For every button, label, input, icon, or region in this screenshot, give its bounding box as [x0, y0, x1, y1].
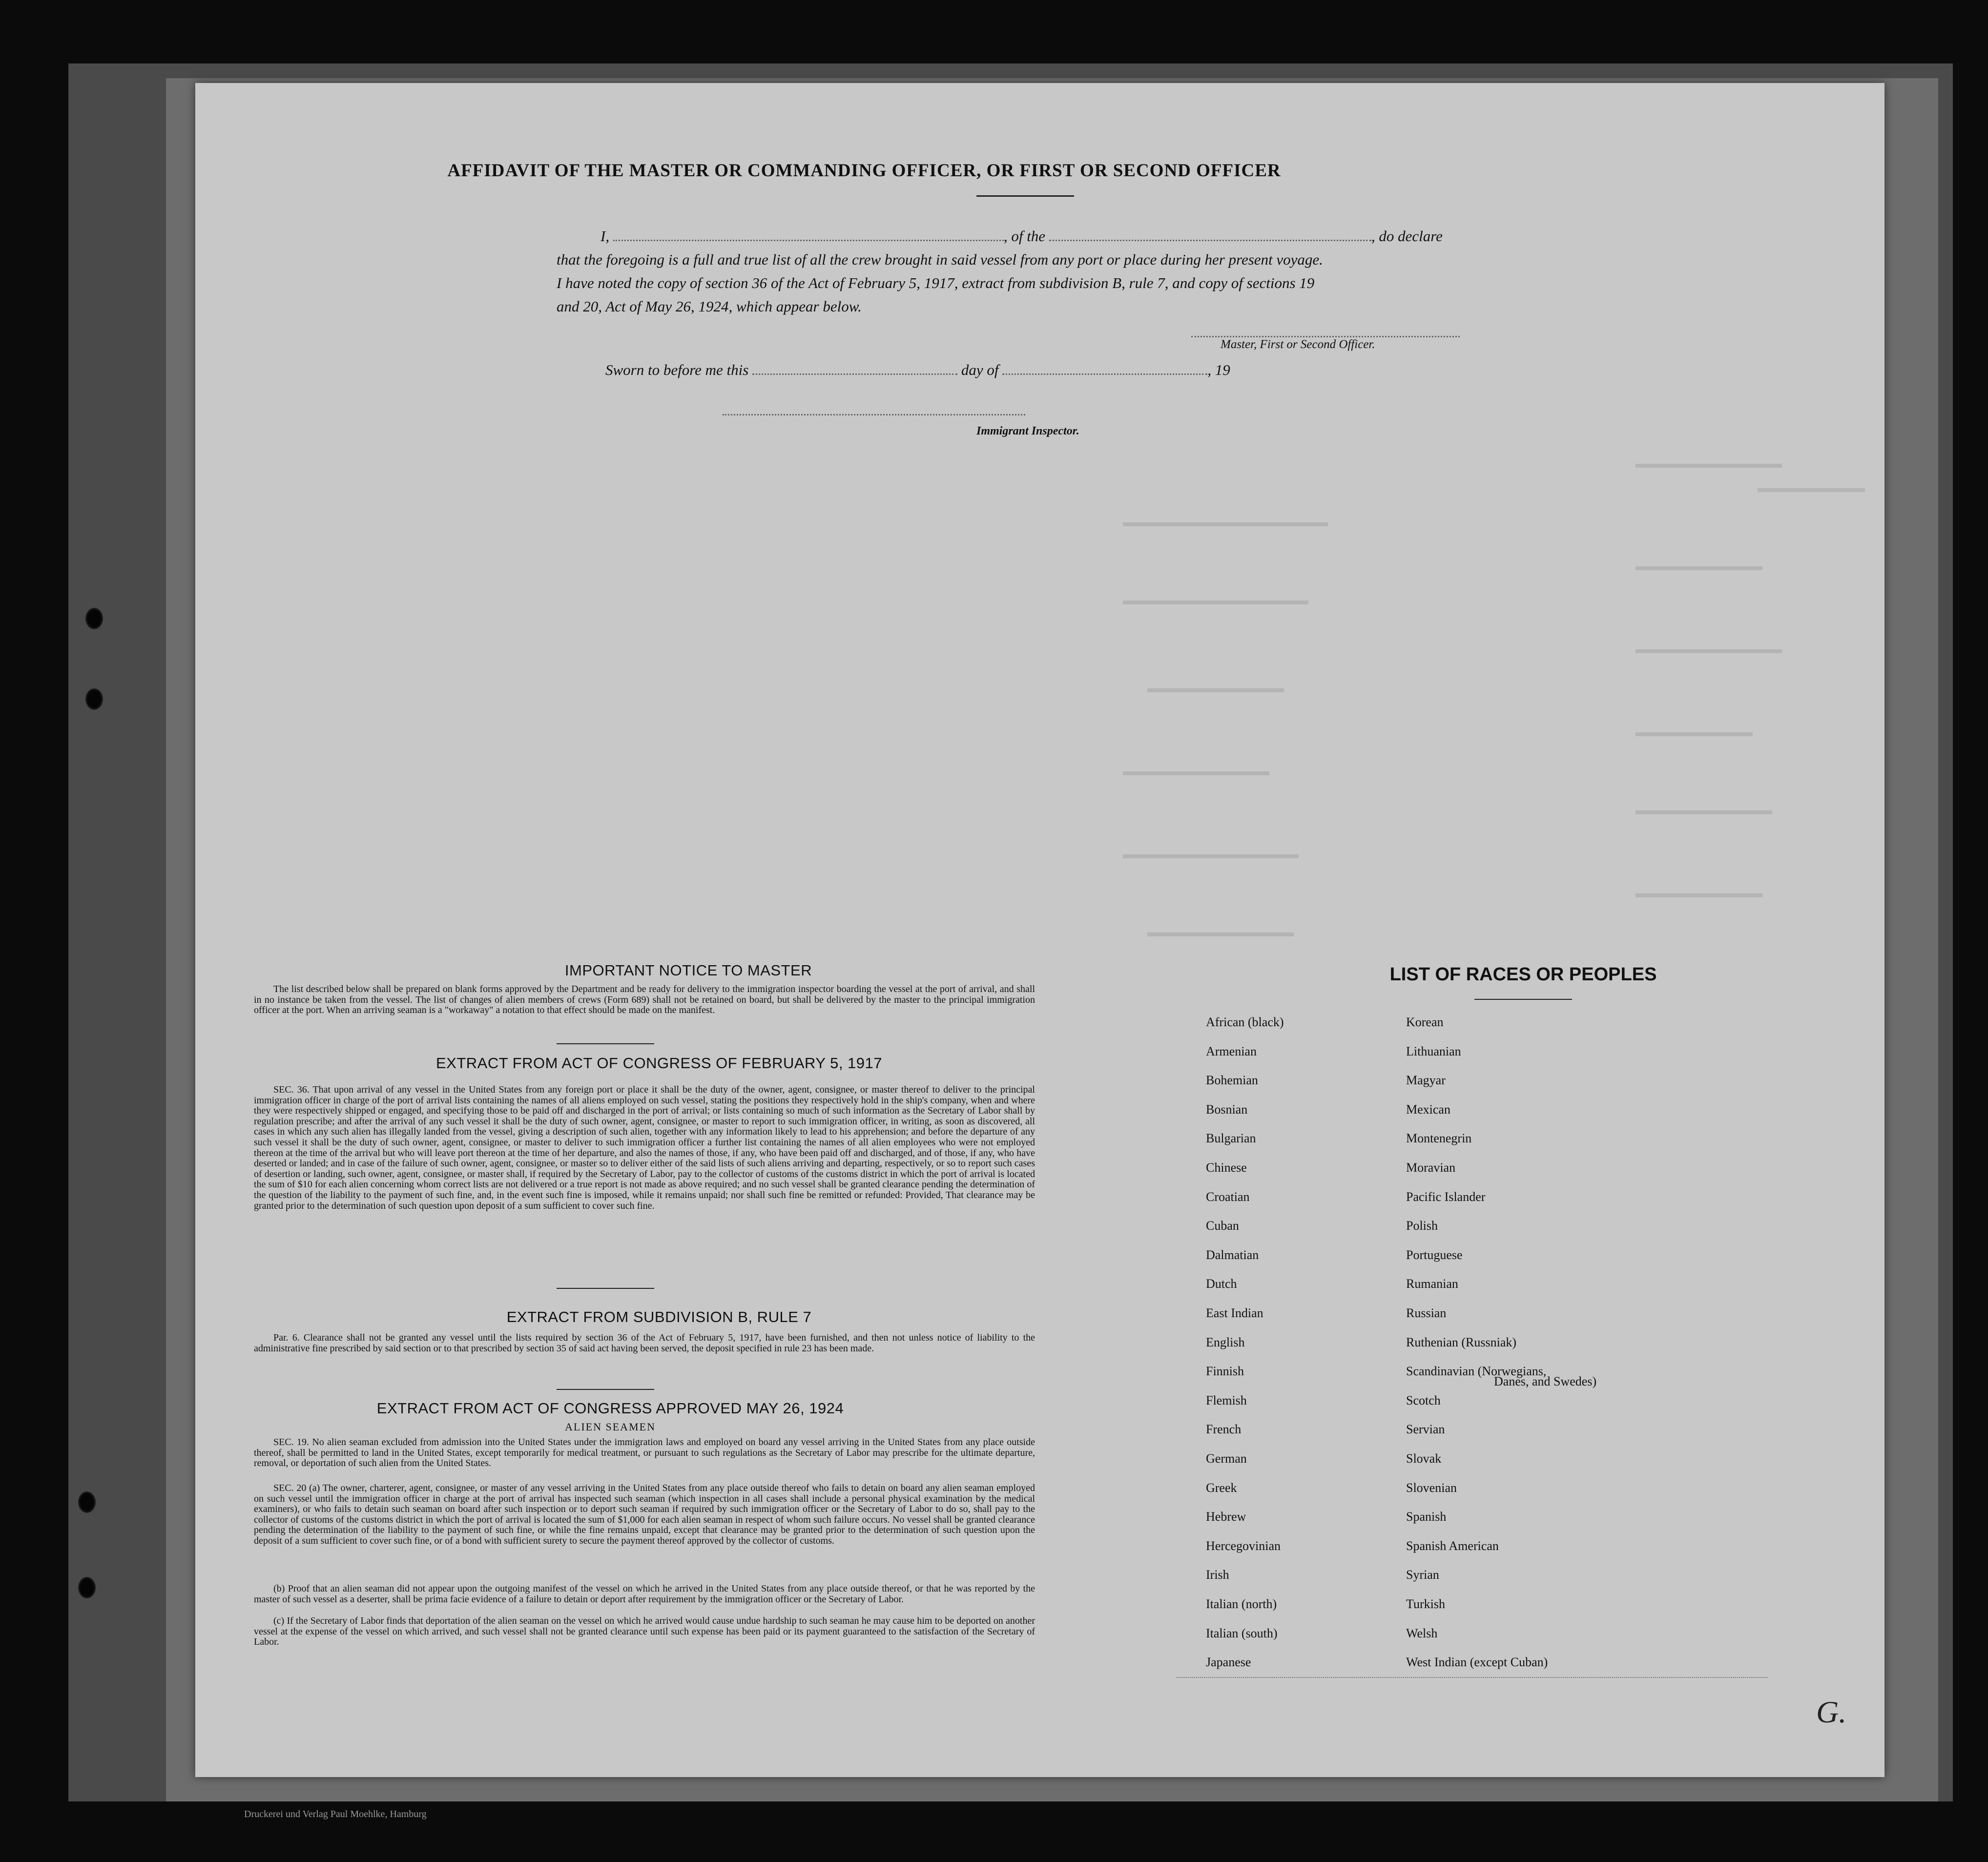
binder-hole — [78, 1577, 96, 1598]
year-prefix: , 19 — [1207, 361, 1230, 378]
race-item: German — [1206, 1451, 1247, 1466]
race-item: Italian (north) — [1206, 1597, 1277, 1611]
race-item: Dutch — [1206, 1277, 1237, 1291]
title-underline — [976, 195, 1074, 197]
races-bottom-rule — [1177, 1677, 1767, 1678]
race-item: Lithuanian — [1406, 1044, 1461, 1058]
race-item: Croatian — [1206, 1189, 1250, 1204]
affidavit-of-the: , of the — [1003, 228, 1046, 245]
day-of-label: day of — [961, 361, 999, 378]
binder-hole — [85, 688, 103, 710]
sec-19-text: SEC. 19. No alien seaman excluded from admission into the United States under the immigration laws and employed on board any vessel arriving in the United States from any place outside thereof, shall be permitted to land in the United States, except temporarily for medical treatment, or pursuant to such regulations as the Secretary of Labor may prescribe for the ultimate departure, removal, or deportation of such alien from the United States. — [254, 1437, 1035, 1469]
affidavit-line-4: and 20, Act of May 26, 1924, which appear below. — [557, 298, 862, 315]
race-item: Bohemian — [1206, 1073, 1258, 1088]
race-item: Welsh — [1406, 1626, 1438, 1640]
race-item-continuation: Danes, and Swedes) — [1494, 1374, 1597, 1388]
race-item: Moravian — [1406, 1160, 1456, 1175]
affidavit-do-declare: , do declare — [1371, 228, 1443, 245]
race-item: Rumanian — [1406, 1277, 1458, 1291]
show-through — [1636, 649, 1782, 653]
binder-hole — [85, 608, 103, 629]
race-item: French — [1206, 1422, 1242, 1437]
show-through — [1758, 488, 1865, 492]
race-item: Hercegovinian — [1206, 1538, 1281, 1553]
race-item: Dalmatian — [1206, 1247, 1259, 1262]
affidavit-line-2: that the foregoing is a full and true list of all the crew brought in said vessel from any port or place during her present voyage. — [557, 251, 1323, 268]
show-through — [1123, 522, 1328, 526]
section-divider — [557, 1043, 654, 1044]
inspector-caption: Immigrant Inspector. — [976, 425, 1079, 437]
race-item: English — [1206, 1335, 1245, 1349]
show-through — [1636, 810, 1772, 814]
affidavit-line-1 — [557, 225, 1513, 248]
race-item: Pacific Islander — [1406, 1189, 1486, 1204]
affidavit-i: I, — [601, 228, 610, 245]
show-through — [1636, 732, 1753, 736]
race-item: Servian — [1406, 1422, 1445, 1437]
race-item: Polish — [1406, 1219, 1438, 1233]
binder-hole — [78, 1491, 96, 1513]
race-item: Mexican — [1406, 1102, 1450, 1117]
affidavit-statement — [557, 225, 1513, 318]
race-item: East Indian — [1206, 1306, 1263, 1320]
race-item: African (black) — [1206, 1015, 1284, 1029]
race-item: Turkish — [1406, 1597, 1445, 1611]
section-divider — [557, 1389, 654, 1390]
races-underline — [1474, 999, 1572, 1000]
race-item: Russian — [1406, 1306, 1447, 1320]
sec-20b-text: (b) Proof that an alien seaman did not appear upon the outgoing manifest of the vessel on which he arrived in the United States from any place outside thereof, or that he was reported by the master of such vessel as a deserter, shall be prima facie evidence of a failure to detain or deport after requirement by the immigration officer or the Secretary of Labor. — [254, 1583, 1035, 1605]
race-item: Spanish — [1406, 1510, 1447, 1524]
race-item: Syrian — [1406, 1568, 1439, 1582]
race-item: Portuguese — [1406, 1247, 1463, 1262]
rule-7-text: Par. 6. Clearance shall not be granted any vessel until the lists required by section 36 of the Act of February 5, 1917, have been furnished, and then not unless notice of liability to the administrative fine prescribed by said section or to that prescribed by section 35 of said act having been served, the deposit specified in rule 23 has been made. — [254, 1332, 1035, 1354]
show-through — [1636, 893, 1762, 897]
race-item: Japanese — [1206, 1655, 1251, 1670]
race-item: Greek — [1206, 1480, 1237, 1495]
race-item: Flemish — [1206, 1393, 1247, 1407]
races-title: LIST OF RACES OR PEOPLES — [1389, 964, 1657, 985]
sworn-label: Sworn to before me this — [605, 361, 749, 378]
sec-20a-text: SEC. 20 (a) The owner, charterer, agent, consignee, or master of any vessel arriving in the United States from any place outside thereof who fails to detain on board any alien seaman employed on such vessel until the immigration officer in charge at the port of arrival has inspected such seaman (which inspection in all cases shall include a personal physical examination by the medical examiners), or who fails to detain such seaman on board after such inspection or to deport such seaman if required by such immigration officer or the Secretary of Labor to do so, shall pay to the collector of customs of the customs district in which the port of arrival is located the sum of $1,000 for each alien seaman in respect of whom such failure occurs. No vessel shall be granted clearance pending the determination of the liability to the payment of such fine, or while the fine remains unpaid, except that clearance may be granted prior to the determination of such question upon the deposit of a sum sufficient to cover such fine, or of a bond with sufficient surety to secure the payment thereof approved by the collector of customs. — [254, 1483, 1035, 1546]
show-through — [1636, 566, 1762, 570]
affidavit-page — [195, 83, 1884, 1777]
race-item: Irish — [1206, 1568, 1229, 1582]
inspector-signature-line — [723, 414, 1025, 415]
printer-imprint: Druckerei und Verlag Paul Moehlke, Hamburg — [244, 1809, 427, 1820]
race-item: Montenegrin — [1406, 1131, 1472, 1146]
affidavit-line-3: I have noted the copy of section 36 of the Act of February 5, 1917, extract from subdivision B, rule 7, and copy of sections 19 — [557, 274, 1315, 291]
race-item: Magyar — [1406, 1073, 1446, 1088]
sworn-line — [605, 361, 1230, 379]
race-item: Armenian — [1206, 1044, 1257, 1058]
act-1924-title: EXTRACT FROM ACT OF CONGRESS APPROVED MAY 26, 1924 — [376, 1400, 844, 1417]
race-item: Finnish — [1206, 1364, 1244, 1379]
rule-7-title: EXTRACT FROM SUBDIVISION B, RULE 7 — [506, 1308, 812, 1325]
act-1917-title: EXTRACT FROM ACT OF CONGRESS OF FEBRUARY 5, 1917 — [435, 1055, 883, 1072]
race-item: Chinese — [1206, 1160, 1247, 1175]
notice-title: IMPORTANT NOTICE TO MASTER — [564, 962, 812, 979]
corner-handwritten-mark: G. — [1816, 1695, 1847, 1729]
race-item: Cuban — [1206, 1219, 1239, 1233]
race-item: West Indian (except Cuban) — [1406, 1655, 1548, 1670]
master-caption: Master, First or Second Officer. — [1221, 338, 1375, 351]
show-through — [1147, 932, 1294, 936]
sec-20c-text: (c) If the Secretary of Labor finds that deportation of the alien seaman on the vessel on which he arrived would cause undue hardship to such seaman he may cause him to be deported on another vessel at the expense of the vessel on which arrived, and such vessel shall not be granted clearance until such expense has been paid or its payment guaranteed to the satisfaction of the Secretary of Labor. — [254, 1615, 1035, 1648]
race-item: Italian (south) — [1206, 1626, 1278, 1640]
race-item: Scotch — [1406, 1393, 1441, 1407]
show-through — [1636, 464, 1782, 468]
show-through — [1123, 854, 1299, 858]
section-divider — [557, 1288, 654, 1289]
act-1917-text: SEC. 36. That upon arrival of any vessel in the United States from any foreign port or place it shall be the duty of the owner, agent, consignee, or master thereof to deliver to the principal immigration officer in charge of the port of arrival lists containing the names of all aliens employed on such vessel, stating the positions they respectively hold in the ship's company, when and where they were respectively shipped or engaged, and specifying those to be paid off and discharged in the port of arrival; or lists containing so much of such information as the Secretary of Labor shall by regulation prescribe; and after the arrival of any such vessel it shall be the duty of such owner, agent, consignee, or master to report to such immigration officer, in writing, as soon as discovered, all cases in which any such alien has illegally landed from the vessel, giving a description of such alien, together with any information likely to lead to his apprehension; and before the departure of any such vessel it shall be the duty of such owner, agent, consignee, or master to deliver to such immigration officer a further list containing the names of all alien employees who were not employed thereon at the time of the arrival but who will leave port thereon at the time of her departure, and also the names of those, if any, who have been paid off and discharged, and of those, if any, who have deserted or landed; and in case of the failure of such owner, agent, consignee, or master so to deliver either of the said lists of such aliens arriving and departing, respectively, or so to report such cases of desertion or landing, such owner, agent, consignee, or master shall, if required by the Secretary of Labor, pay to the collector of customs of the customs district in which the port of arrival is located the sum of $10 for each alien concerning whom correct lists are not delivered or a true report is not made as above required; and no such vessel shall be granted clearance pending the determination of the question of the liability to the payment of such fine, and, in the event such fine is imposed, while it remains unpaid; nor shall such fine be remitted or refunded: Provided, That clearance may be granted prior to the determination of such question upon deposit of a sum sufficient to cover such fine. — [254, 1084, 1035, 1211]
show-through — [1123, 771, 1269, 775]
master-signature-line — [1191, 336, 1460, 337]
alien-seamen-subtitle: ALIEN SEAMEN — [565, 1421, 656, 1433]
affidavit-title: AFFIDAVIT OF THE MASTER OR COMMANDING OFFICER, OR FIRST OR SECOND OFFICER — [447, 161, 1281, 181]
race-item: Spanish American — [1406, 1538, 1499, 1553]
race-item: Bulgarian — [1206, 1131, 1256, 1146]
race-item: Hebrew — [1206, 1510, 1246, 1524]
race-item: Slovak — [1406, 1451, 1442, 1466]
race-item: Ruthenian (Russniak) — [1406, 1335, 1517, 1349]
race-item: Bosnian — [1206, 1102, 1248, 1117]
show-through — [1123, 600, 1308, 604]
show-through — [1147, 688, 1284, 692]
notice-text: The list described below shall be prepared on blank forms approved by the Department and be ready for delivery to the immigration inspector boarding the vessel at the port of arrival, and shall in no instance be taken from the vessel. The list of changes of alien members of crews (Form 689) shall not be retained on board, but shall be delivered by the master to the principal immigration officer at the port. When an arriving seaman is a "workaway" a notation to that effect should be made on the manifest. — [254, 984, 1035, 1016]
race-item: Korean — [1406, 1015, 1444, 1029]
race-item: Scandinavian (Norwegians, — [1406, 1364, 1547, 1379]
race-item: Slovenian — [1406, 1480, 1457, 1495]
